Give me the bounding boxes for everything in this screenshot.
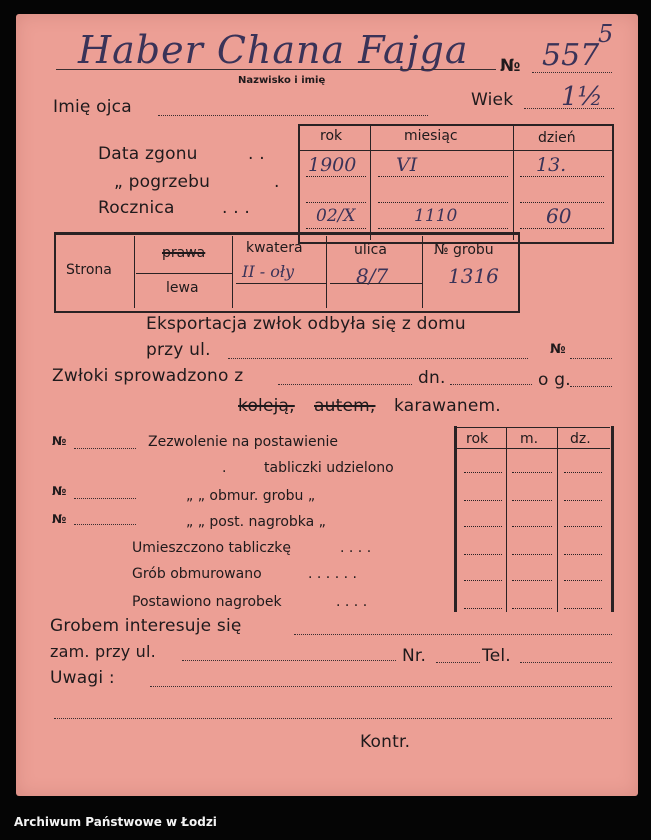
record-number-superscript: 5 <box>598 20 614 48</box>
grave-number-label: № grobu <box>434 242 494 258</box>
interested-party-label: Grobem interesuje się <box>50 616 242 636</box>
side-label: Strona <box>66 262 112 278</box>
burial-date-label: „ pogrzebu <box>114 172 211 192</box>
phone-label: Tel. <box>482 646 511 666</box>
house-no-line <box>570 358 612 359</box>
permits-col-day: dz. <box>570 431 591 447</box>
rail-option: koleją, <box>238 396 295 416</box>
control-label: Kontr. <box>360 732 411 752</box>
col-day: dzień <box>538 130 576 146</box>
anniversary-year: 02/X <box>316 206 356 226</box>
quarter-label: kwatera <box>246 240 303 256</box>
number-line <box>532 72 612 73</box>
tombstone-placed: Postawiono nagrobek <box>132 594 282 610</box>
hour-line <box>570 386 612 387</box>
permits-date-table <box>454 426 614 612</box>
house-no-label: № <box>550 342 566 357</box>
phone-line <box>520 662 612 663</box>
street-prompt: przy ul. <box>146 340 211 360</box>
number-label: № <box>500 56 521 76</box>
registry-card: Haber Chana Fajga Nazwisko i imię № 557 5 Imię ojca Wiek 1½ rok miesiąc dzień Data zgonu . . „ pogrzebu . Rocznica . . . 1900 VI 13. 02/X 1110 60 Strona prawa lewa kwatera II - oły ulica 8/7 № grobu 1316 Eksportacja zwłok odbyła się z domu przy ul. № Zwłoki sprowadzono z dn. o g. koleją, autem, karawanem. № Zezwolenie na postawienie tabliczki udzielono . № „ „ obmur. grobu „ № „ „ post. nagrobka „ Umieszczono tabliczkę . . . . Grób obmurowano . . . . . . Postawiono nagrobek . . . . rok m. dz. Grobem interesuje się zam. przy ul. Nr. Tel. Uwagi : Kontr. <box>16 14 638 796</box>
address-line <box>182 660 396 661</box>
day-line <box>450 384 532 385</box>
day-label: dn. <box>418 368 446 388</box>
anniversary-day: 60 <box>546 204 572 228</box>
remarks-line-1 <box>150 686 612 687</box>
house-number-label: Nr. <box>402 646 427 666</box>
export-line: Eksportacja zwłok odbyła się z domu <box>146 314 466 334</box>
permit-no-3: № <box>52 512 67 526</box>
hour-label: o g. <box>538 370 571 390</box>
brought-from-line <box>278 384 412 385</box>
brought-from-label: Zwłoki sprowadzono z <box>52 366 244 386</box>
permit-plaque-line2: tabliczki udzielono <box>264 460 394 476</box>
right-option: prawa <box>162 245 206 261</box>
anniversary-label: Rocznica <box>98 198 175 218</box>
permit-wall-line: „ „ obmur. grobu „ <box>186 488 316 504</box>
record-number: 557 <box>542 38 600 73</box>
remarks-label: Uwagi : <box>50 668 115 688</box>
address-label: zam. przy ul. <box>50 642 156 661</box>
grave-walled: Grób obmurowano <box>132 566 262 582</box>
archive-credit: Archiwum Państwowe w Łodzi <box>14 815 217 829</box>
father-label: Imię ojca <box>53 97 132 117</box>
interested-party-line <box>294 634 612 635</box>
surname-label: Nazwisko i imię <box>238 75 326 86</box>
col-month: miesiąc <box>404 128 458 144</box>
age-value: 1½ <box>561 82 603 112</box>
remarks-line-2 <box>54 718 612 719</box>
father-line <box>158 115 428 116</box>
permit-tombstone-line: „ „ post. nagrobka „ <box>186 514 326 530</box>
street-label: ulica <box>354 242 387 258</box>
grave-number-value: 1316 <box>448 264 499 288</box>
permit-no-1-line <box>74 448 136 449</box>
permit-no-1: № <box>52 434 67 448</box>
street-line <box>228 358 528 359</box>
house-number-line <box>436 662 480 663</box>
permits-col-year: rok <box>466 431 489 447</box>
death-day: 13. <box>536 154 567 176</box>
age-line <box>524 108 614 109</box>
col-year: rok <box>320 128 343 144</box>
street-value: 8/7 <box>356 264 389 288</box>
death-year: 1900 <box>308 154 357 176</box>
handwritten-name: Haber Chana Fajga <box>78 28 469 72</box>
age-label: Wiek <box>471 90 514 110</box>
plaque-placed: Umieszczono tabliczkę <box>132 540 292 556</box>
car-option: autem, <box>314 396 376 416</box>
permit-plaque-line1: Zezwolenie na postawienie <box>148 434 338 450</box>
name-line <box>56 69 496 70</box>
permit-no-2: № <box>52 484 67 498</box>
death-date-label: Data zgonu <box>98 144 198 164</box>
death-month: VI <box>396 154 418 176</box>
permits-col-month: m. <box>520 431 539 447</box>
anniversary-month: 1110 <box>414 206 458 226</box>
quarter-value: II - oły <box>242 262 295 281</box>
permit-no-2-line <box>74 498 136 499</box>
permit-no-3-line <box>74 524 136 525</box>
left-option: lewa <box>166 280 199 296</box>
hearse-option: karawanem. <box>394 396 501 416</box>
